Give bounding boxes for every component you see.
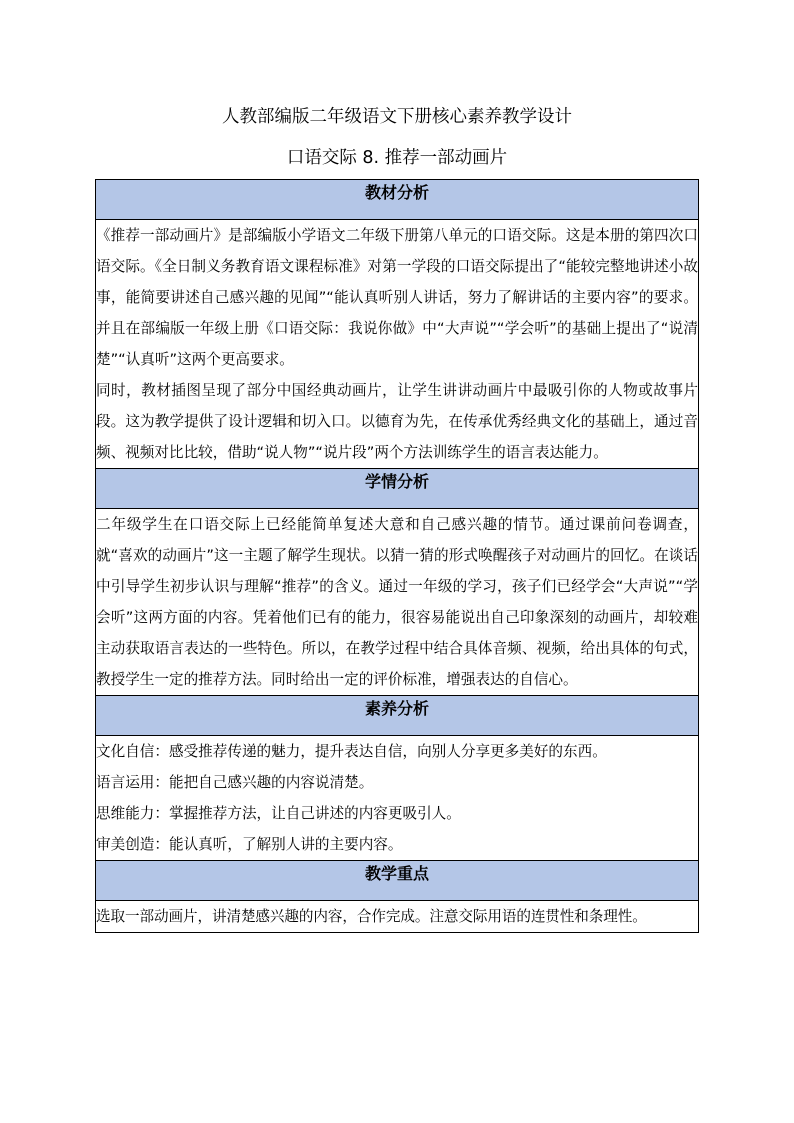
teaching-focus-content: 选取一部动画片，讲清楚感兴趣的内容，合作完成。注意交际用语的连贯性和条理性。 — [96, 901, 699, 933]
textbook-analysis-content — [96, 220, 699, 469]
section-header-row — [96, 696, 699, 736]
list-item: 审美创造：能认真听，了解别人讲的主要内容。 — [96, 836, 403, 853]
paragraph: 《推荐一部动画片》是部编版小学语文二年级下册第八单元的口语交际。这是本册的第四次口语交际。《全日制义务教育语文课程标准》对第一学段的口语交际提出了“能较完整地讲述小故事，能简要讲述自己感兴趣的见闻”“能认真听别人讲话，努力了解讲话的主要内容”的要求。并且在部编版一年级上册《口语交际：我说你做》中“大声说”“学会听”的基础上提出了“说清楚”“认真听”这两个更高要求。 — [96, 227, 698, 368]
list-item: 思维能力：掌握推荐方法，让自己讲述的内容更吸引人。 — [96, 805, 461, 822]
student-analysis-content — [96, 509, 699, 696]
section-body-row — [96, 509, 699, 696]
list-item: 语言运用：能把自己感兴趣的内容说清楚。 — [96, 774, 374, 791]
section-header-row — [96, 469, 699, 509]
lesson-plan-table — [95, 179, 699, 933]
section-body-row — [96, 901, 699, 933]
document-title: 人教部编版二年级语文下册核心素养教学设计 — [222, 107, 572, 127]
list-item: 文化自信：感受推荐传递的魅力，提升表达自信，向别人分享更多美好的东西。 — [96, 743, 607, 760]
paragraph: 同时，教材插图呈现了部分中国经典动画片，让学生讲讲动画片中最吸引你的人物或故事片段。这为教学提供了设计逻辑和切入口。以德育为先，在传承优秀经典文化的基础上，通过音频、视频对比比较，借助“说人物”“说片段”两个方法训练学生的语言表达能力。 — [96, 382, 698, 461]
literacy-analysis-content — [96, 736, 699, 861]
paragraph: 二年级学生在口语交际上已经能简单复述大意和自己感兴趣的情节。通过课前问卷调查，就“喜欢的动画片”这一主题了解学生现状。以猜一猜的形式唤醒孩子对动画片的回忆。在谈话中引导学生初步认识与理解“推荐”的含义。通过一年级的学习，孩子们已经学会“大声说”“学会听”这两方面的内容。凭着他们已有的能力，很容易能说出自己印象深刻的动画片，却较难主动获取语言表达的一些特色。所以，在教学过程中结合具体音频、视频，给出具体的句式，教授学生一定的推荐方法。同时给出一定的评价标准，增强表达的自信心。 — [96, 516, 698, 688]
section-body-row — [96, 736, 699, 861]
section-heading-teaching-focus: 教学重点 — [96, 861, 699, 901]
section-header-row — [96, 180, 699, 220]
section-heading-student-analysis: 学情分析 — [96, 469, 699, 509]
section-body-row — [96, 220, 699, 469]
section-heading-textbook-analysis: 教材分析 — [96, 180, 699, 220]
lesson-title: 口语交际 8. 推荐一部动画片 — [286, 148, 508, 168]
section-heading-literacy-analysis: 素养分析 — [96, 696, 699, 736]
section-header-row — [96, 861, 699, 901]
